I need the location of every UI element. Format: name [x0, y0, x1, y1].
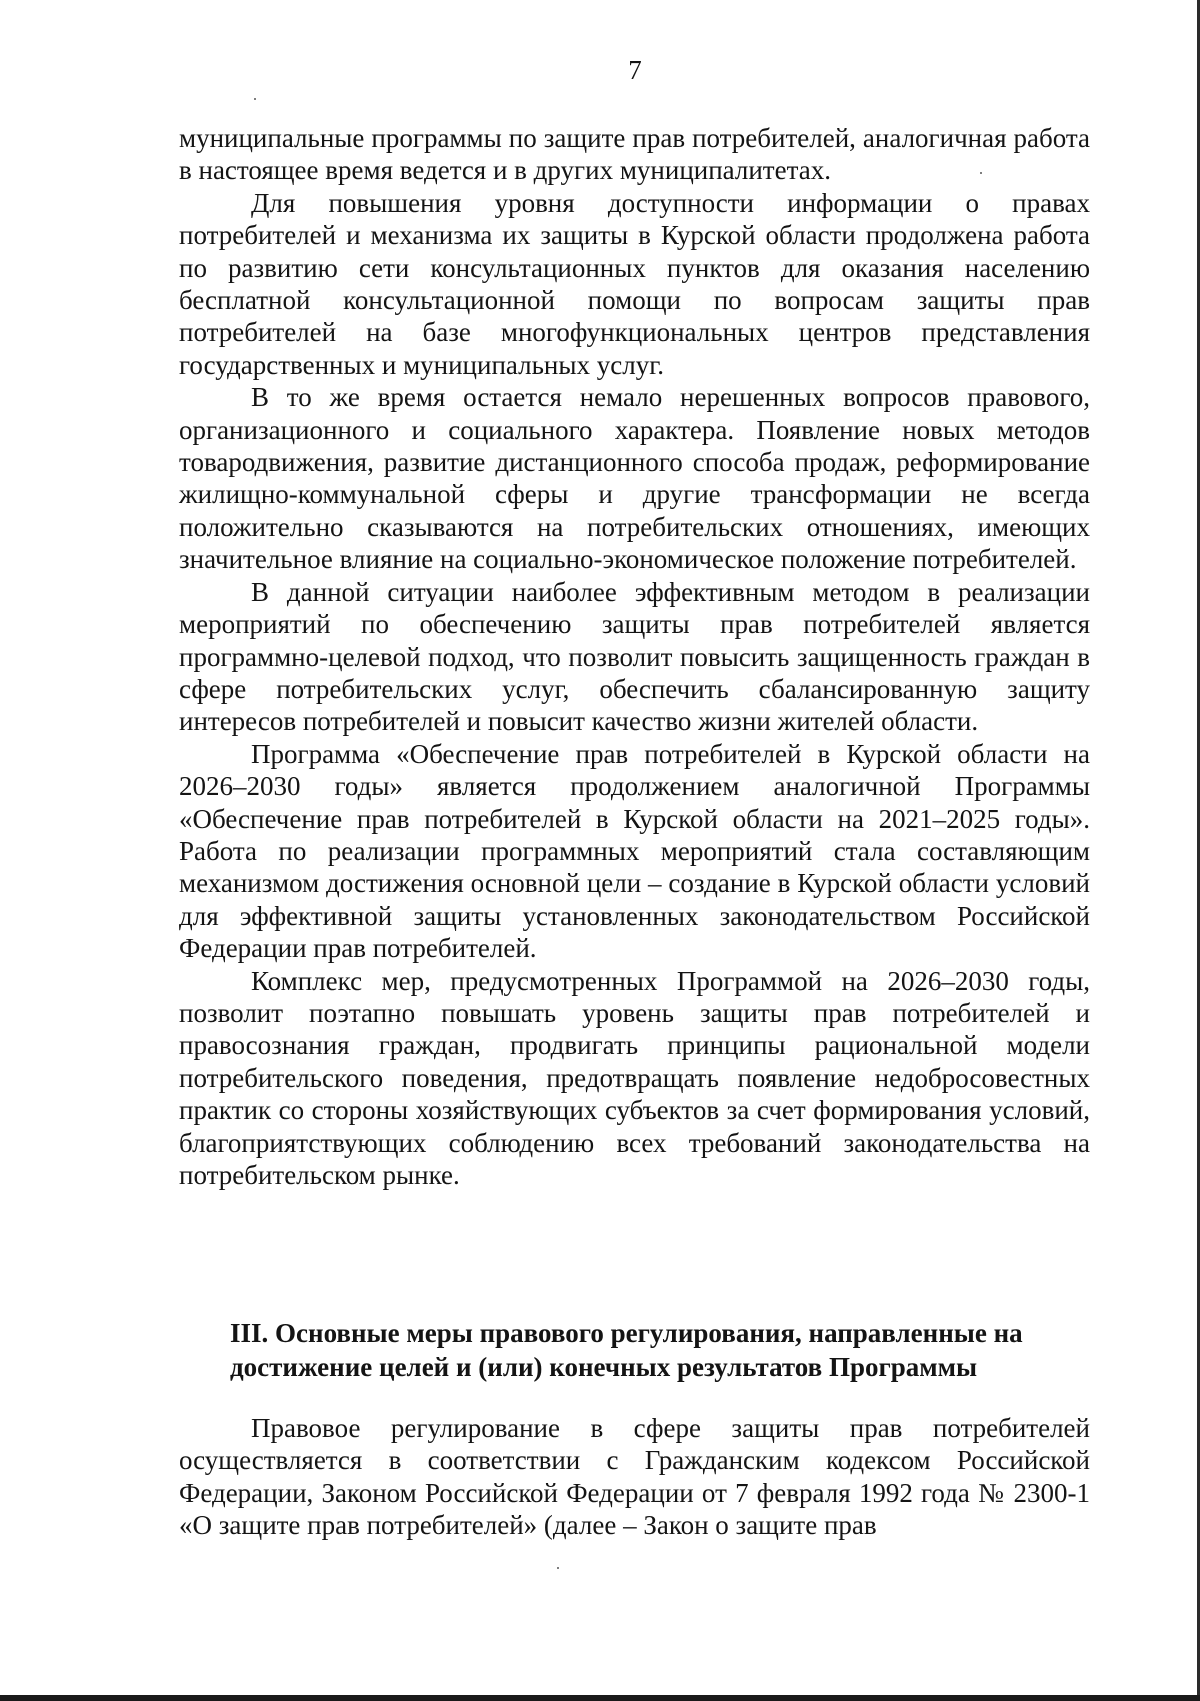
paragraph-unresolved-issues: В то же время остается немало нерешенных вопросов правового, организационного и социального характера. Появление новых методов товародвижения, развитие дистанционного способа продаж, реформирование жилищно-коммунальной сферы и другие трансформации не всегда положительно сказываются на потребительских отношениях, имеющих значительное влияние на социально-экономическое положение потребителей.: [179, 382, 1090, 575]
paragraph-continuation: муниципальные программы по защите прав потребителей, аналогичная работа в настоящее время ведется и в других муниципалитетах.: [179, 123, 1090, 186]
section-heading: III. Основные меры правового регулирования, направленные на достижение целей и (или) конечных результатов Программы: [230, 1318, 1023, 1382]
paragraph-program-continuation: Программа «Обеспечение прав потребителей в Курской области на 2026–2030 годы» является продолжением аналогичной Программы «Обеспечение прав потребителей в Курской области на 2021–2025 годы». Работа по реализации программных мероприятий стала составляющим механизмом достижения основной цели – создание в Курской области условий для эффективной защиты установленных законодательством Российской Федерации прав потребителей.: [179, 738, 1090, 964]
scan-speck: [254, 98, 256, 100]
paragraph-program-approach: В данной ситуации наиболее эффективным методом в реализации мероприятий по обеспечению защиты прав потребителей является программно-целевой подход, что позволит повысить защищенность граждан в сфере потребительских услуг, обеспечить сбалансированную защиту интересов потребителей и повысит качество жизни жителей области.: [179, 576, 1090, 737]
scan-speck: [557, 1567, 559, 1569]
scan-edge-bottom: [0, 1695, 1200, 1701]
scan-speck: [980, 172, 982, 174]
section-body: [179, 1412, 1090, 1542]
page-number: 7: [628, 55, 642, 85]
paragraph-consultation-points: Для повышения уровня доступности информации о правах потребителей и механизма их защиты в Курской области продолжена работа по развитию сети консультационных пунктов для оказания населению бесплатной консультационной помощи по вопросам защиты прав потребителей на базе многофункциональных центров представления государственных и муниципальных услуг.: [179, 187, 1090, 380]
paragraph-legal-regulation: Правовое регулирование в сфере защиты прав потребителей осуществляется в соответствии с Гражданским кодексом Российской Федерации, Законом Российской Федерации от 7 февраля 1992 года № 2300-1 «О защите прав потребителей» (далее – Закон о защите прав: [179, 1413, 1090, 1541]
body-text: [179, 122, 1090, 1191]
paragraph-measures-complex: Комплекс мер, предусмотренных Программой на 2026–2030 годы, позволит поэтапно повышать уровень защиты прав потребителей и правосознания граждан, продвигать принципы рациональной модели потребительского поведения, предотвращать появление недобросовестных практик со стороны хозяйствующих субъектов за счет формирования условий, благоприятствующих соблюдению всех требований законодательства на потребительском рынке.: [179, 965, 1090, 1190]
